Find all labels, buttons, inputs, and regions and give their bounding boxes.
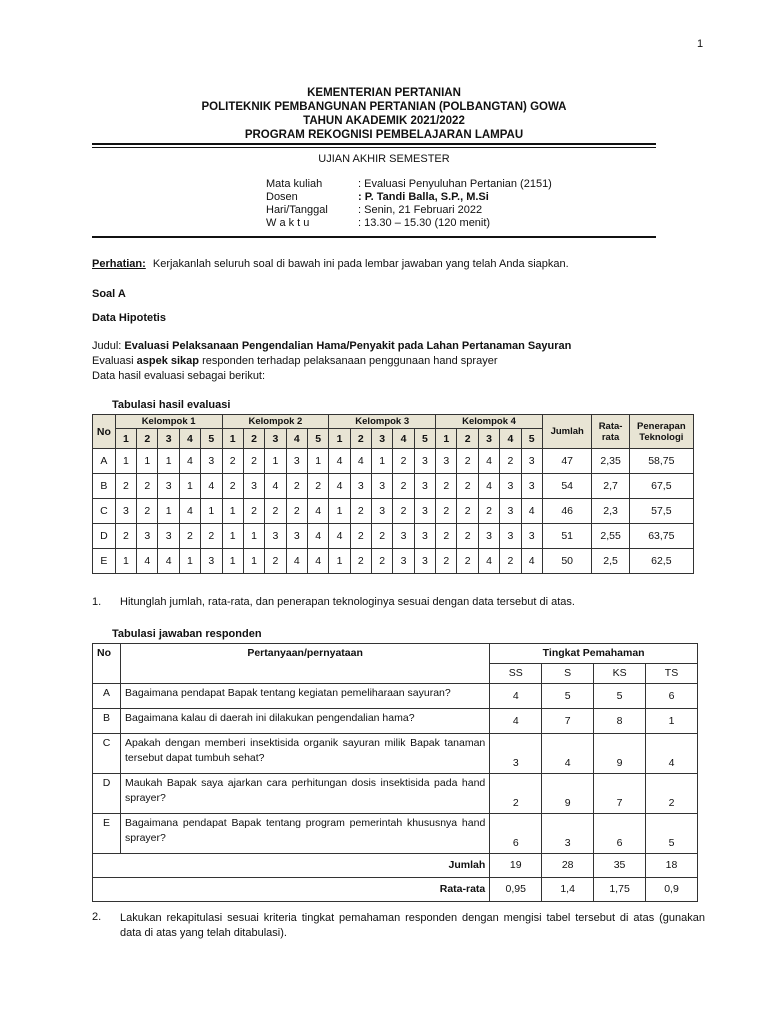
t1-score-cell: 1: [179, 474, 200, 499]
info-value-lecturer: : P. Tandi Balla, S.P., M.Si: [358, 191, 489, 203]
t1-score-cell: 2: [436, 549, 457, 574]
t1-score-cell: 4: [307, 524, 328, 549]
t1-score-cell: 3: [243, 474, 264, 499]
t1-score-cell: 2: [243, 449, 264, 474]
t1-jumlah-cell: 46: [542, 499, 592, 524]
page-number: 1: [697, 38, 704, 50]
institution-header: [0, 86, 768, 142]
t1-score-cell: 2: [436, 524, 457, 549]
t1-score-cell: 4: [350, 449, 371, 474]
t1-penerapan-header: Penerapan Teknologi: [629, 415, 693, 449]
t2-count-cell: 6: [594, 814, 646, 854]
t1-score-cell: 1: [222, 524, 243, 549]
t1-score-cell: 2: [457, 549, 478, 574]
t2-question-header: Pertanyaan/pernyataan: [120, 644, 489, 684]
t1-score-cell: 2: [500, 549, 521, 574]
t1-member-number: 2: [457, 429, 478, 449]
question-1-number: 1.: [92, 596, 102, 608]
t1-member-number: 3: [158, 429, 179, 449]
t1-member-number: 3: [478, 429, 499, 449]
t1-score-cell: 2: [243, 499, 264, 524]
t1-row: [93, 549, 694, 574]
question-2: Lakukan rekapitulasi sesuai kriteria tingkat pemahaman responden dengan mengisi tabel tersebut di atas (gunakan data di atas yang telah ditabulasi).: [120, 912, 705, 939]
data-line: Data hasil evaluasi sebagai berikut:: [92, 370, 266, 382]
t1-member-number: 2: [243, 429, 264, 449]
t1-row: [93, 474, 694, 499]
t1-score-cell: 1: [115, 549, 136, 574]
t2-count-cell: 5: [646, 814, 698, 854]
t1-member-number: 2: [137, 429, 158, 449]
question-2-number: 2.: [92, 911, 102, 923]
t1-score-cell: 2: [350, 549, 371, 574]
table1-caption: Tabulasi hasil evaluasi: [112, 399, 231, 411]
t1-member-number: 1: [329, 429, 350, 449]
t1-score-cell: 2: [307, 474, 328, 499]
t1-score-cell: 1: [222, 499, 243, 524]
info-key-date: Hari/Tanggal: [266, 204, 328, 216]
header-line-3: TAHUN AKADEMIK 2021/2022: [303, 115, 465, 127]
info-value-course: : Evaluasi Penyuluhan Pertanian (2151): [358, 178, 552, 190]
t1-member-number: 5: [307, 429, 328, 449]
t1-score-cell: 3: [414, 524, 435, 549]
t1-score-cell: 2: [286, 474, 307, 499]
t1-score-cell: 3: [265, 524, 286, 549]
t1-score-cell: 1: [372, 449, 393, 474]
t1-score-cell: 2: [436, 499, 457, 524]
t2-count-cell: 5: [594, 684, 646, 709]
t2-no-header: No: [93, 644, 121, 684]
t1-score-cell: 4: [478, 449, 499, 474]
t1-score-cell: 2: [115, 524, 136, 549]
t1-score-cell: 4: [521, 549, 542, 574]
t1-row-label: A: [93, 449, 116, 474]
t2-level-ss: SS: [490, 664, 542, 684]
data-title: Data Hipotetis: [92, 312, 166, 324]
t1-score-cell: 3: [414, 499, 435, 524]
t1-score-cell: 3: [414, 449, 435, 474]
t2-count-cell: 4: [490, 684, 542, 709]
header-line-1: KEMENTERIAN PERTANIAN: [307, 87, 461, 99]
t1-member-number: 3: [265, 429, 286, 449]
t2-question-cell: Bagaimana pendapat Bapak tentang kegiatan pemeliharaan sayuran?: [120, 684, 489, 709]
t1-score-cell: 3: [500, 474, 521, 499]
t1-member-number: 4: [286, 429, 307, 449]
t1-member-number: 4: [179, 429, 200, 449]
t1-score-cell: 4: [201, 474, 222, 499]
t1-member-number: 5: [201, 429, 222, 449]
t1-score-cell: 2: [137, 474, 158, 499]
t2-count-cell: 7: [594, 774, 646, 814]
t2-count-cell: 4: [646, 734, 698, 774]
t2-row-label: D: [93, 774, 121, 814]
t2-count-cell: 4: [490, 709, 542, 734]
t1-score-cell: 4: [158, 549, 179, 574]
t1-rata-cell: 2,5: [592, 549, 629, 574]
t1-score-cell: 3: [521, 449, 542, 474]
t2-level-ts: TS: [646, 664, 698, 684]
t1-score-cell: 4: [478, 474, 499, 499]
t1-row-label: B: [93, 474, 116, 499]
t2-question-cell: Bagaimana pendapat Bapak tentang program pemerintah khususnya hand sprayer?: [120, 814, 489, 854]
t1-group-3: Kelompok 3: [329, 415, 436, 429]
t1-row-label: E: [93, 549, 116, 574]
t2-row: [93, 684, 698, 709]
t1-row: [93, 499, 694, 524]
t1-score-cell: 2: [457, 499, 478, 524]
t1-score-cell: 2: [393, 474, 414, 499]
t1-member-number: 3: [372, 429, 393, 449]
t1-member-number: 5: [521, 429, 542, 449]
t1-rata-header: Rata-rata: [592, 415, 629, 449]
t1-score-cell: 4: [179, 449, 200, 474]
t1-score-cell: 3: [436, 449, 457, 474]
t2-rata-value: 0,95: [490, 878, 542, 902]
t1-score-cell: 3: [393, 524, 414, 549]
t1-score-cell: 3: [158, 474, 179, 499]
info-key-lecturer: Dosen: [266, 191, 298, 203]
t2-count-cell: 8: [594, 709, 646, 734]
t1-score-cell: 3: [286, 449, 307, 474]
t2-question-cell: Bagaimana kalau di daerah ini dilakukan pengendalian hama?: [120, 709, 489, 734]
t2-count-cell: 2: [646, 774, 698, 814]
t1-score-cell: 3: [478, 524, 499, 549]
t1-score-cell: 1: [243, 549, 264, 574]
t1-jumlah-cell: 51: [542, 524, 592, 549]
t2-row-label: B: [93, 709, 121, 734]
t1-rata-cell: 2,7: [592, 474, 629, 499]
t1-row-label: C: [93, 499, 116, 524]
t1-jumlah-cell: 54: [542, 474, 592, 499]
t1-score-cell: 3: [500, 524, 521, 549]
eval-prefix: Evaluasi: [92, 355, 137, 367]
t1-penerapan-cell: 62,5: [629, 549, 693, 574]
header-line-2: POLITEKNIK PEMBANGUNAN PERTANIAN (POLBANGTAN) GOWA: [201, 101, 567, 113]
t1-rata-cell: 2,3: [592, 499, 629, 524]
t1-score-cell: 2: [222, 449, 243, 474]
info-value-time: : 13.30 – 15.30 (120 menit): [358, 217, 491, 229]
t2-count-cell: 3: [490, 734, 542, 774]
t1-penerapan-cell: 63,75: [629, 524, 693, 549]
header-rule-top-thin: [92, 147, 656, 148]
t1-score-cell: 1: [201, 499, 222, 524]
t1-no-header: No: [93, 415, 116, 449]
t2-count-cell: 6: [490, 814, 542, 854]
t1-member-number: 1: [436, 429, 457, 449]
t1-score-cell: 2: [457, 474, 478, 499]
t2-count-cell: 9: [542, 774, 594, 814]
eval-suffix: responden terhadap pelaksanaan penggunaan hand sprayer: [199, 355, 498, 367]
t1-score-cell: 3: [201, 549, 222, 574]
t1-score-cell: 1: [137, 449, 158, 474]
t1-score-cell: 3: [115, 499, 136, 524]
t1-group-1: Kelompok 1: [115, 415, 222, 429]
t1-row: [93, 449, 694, 474]
t2-count-cell: 4: [542, 734, 594, 774]
info-value-date: : Senin, 21 Februari 2022: [358, 204, 483, 216]
t2-level-ks: KS: [594, 664, 646, 684]
t1-score-cell: 4: [179, 499, 200, 524]
t2-jumlah-value: 35: [594, 854, 646, 878]
judul-title: Evaluasi Pelaksanaan Pengendalian Hama/Penyakit pada Lahan Pertanaman Sayuran: [124, 340, 572, 352]
t1-score-cell: 2: [457, 449, 478, 474]
t1-score-cell: 4: [265, 474, 286, 499]
t1-score-cell: 1: [179, 549, 200, 574]
t1-score-cell: 1: [158, 449, 179, 474]
t1-score-cell: 2: [350, 499, 371, 524]
t1-score-cell: 2: [436, 474, 457, 499]
info-rule: [92, 236, 656, 238]
t1-member-number: 5: [414, 429, 435, 449]
t1-score-cell: 4: [329, 449, 350, 474]
notice-label: Perhatian:: [92, 258, 146, 270]
t2-row: [93, 774, 698, 814]
t1-score-cell: 4: [521, 499, 542, 524]
t1-score-cell: 1: [329, 499, 350, 524]
t1-score-cell: 3: [137, 524, 158, 549]
t1-score-cell: 2: [265, 549, 286, 574]
t1-score-cell: 1: [243, 524, 264, 549]
t2-jumlah-value: 19: [490, 854, 542, 878]
t1-score-cell: 2: [372, 549, 393, 574]
t2-count-cell: 2: [490, 774, 542, 814]
t1-score-cell: 2: [478, 499, 499, 524]
t1-score-cell: 3: [372, 474, 393, 499]
t1-score-cell: 4: [329, 474, 350, 499]
t2-rata-value: 1,75: [594, 878, 646, 902]
t1-score-cell: 2: [179, 524, 200, 549]
t2-row-label: E: [93, 814, 121, 854]
t1-penerapan-cell: 57,5: [629, 499, 693, 524]
t1-rata-cell: 2,35: [592, 449, 629, 474]
t2-jumlah-label: Jumlah: [93, 854, 490, 878]
t1-rata-cell: 2,55: [592, 524, 629, 549]
t1-penerapan-cell: 58,75: [629, 449, 693, 474]
t1-score-cell: 2: [393, 449, 414, 474]
t1-score-cell: 1: [265, 449, 286, 474]
eval-bold: aspek sikap: [136, 355, 200, 367]
t1-score-cell: 3: [286, 524, 307, 549]
t2-count-cell: 9: [594, 734, 646, 774]
judul-line: [92, 340, 571, 352]
t1-score-cell: 1: [115, 449, 136, 474]
t1-score-cell: 4: [478, 549, 499, 574]
question-1: Hitunglah jumlah, rata-rata, dan penerapan teknologinya sesuai dengan data tersebut di atas.: [120, 596, 575, 608]
t1-score-cell: 2: [265, 499, 286, 524]
response-table: [92, 643, 698, 902]
t1-score-cell: 2: [372, 524, 393, 549]
t1-score-cell: 3: [201, 449, 222, 474]
t1-row: [93, 524, 694, 549]
table2-caption: Tabulasi jawaban responden: [112, 628, 262, 640]
t2-rata-value: 0,9: [646, 878, 698, 902]
t1-score-cell: 3: [414, 549, 435, 574]
t1-score-cell: 2: [201, 524, 222, 549]
t1-penerapan-cell: 67,5: [629, 474, 693, 499]
judul-prefix: Judul:: [92, 340, 125, 352]
t1-score-cell: 4: [286, 549, 307, 574]
t1-score-cell: 1: [307, 449, 328, 474]
t2-row: [93, 814, 698, 854]
t2-rata-value: 1,4: [542, 878, 594, 902]
section-title: Soal A: [92, 288, 126, 300]
t2-rata-label: Rata-rata: [93, 878, 490, 902]
t1-score-cell: 2: [137, 499, 158, 524]
t1-jumlah-header: Jumlah: [542, 415, 592, 449]
t1-score-cell: 1: [329, 549, 350, 574]
t1-group-4: Kelompok 4: [436, 415, 543, 429]
header-line-4: PROGRAM REKOGNISI PEMBELAJARAN LAMPAU: [244, 129, 524, 141]
t2-count-cell: 1: [646, 709, 698, 734]
header-rule-top: [92, 143, 656, 145]
notice: [92, 258, 569, 270]
t1-score-cell: 3: [350, 474, 371, 499]
t2-count-cell: 6: [646, 684, 698, 709]
t1-score-cell: 4: [329, 524, 350, 549]
info-key-course: Mata kuliah: [266, 178, 323, 190]
info-key-time: W a k t u: [266, 217, 310, 229]
t1-jumlah-cell: 47: [542, 449, 592, 474]
t1-score-cell: 2: [115, 474, 136, 499]
t1-score-cell: 1: [222, 549, 243, 574]
t1-member-number: 4: [393, 429, 414, 449]
exam-title: UJIAN AKHIR SEMESTER: [318, 153, 450, 165]
t2-row-label: C: [93, 734, 121, 774]
t1-score-cell: 4: [307, 499, 328, 524]
notice-text: Kerjakanlah seluruh soal di bawah ini pada lembar jawaban yang telah Anda siapkan.: [152, 258, 569, 270]
t2-question-cell: Maukah Bapak saya ajarkan cara perhitungan dosis insektisida pada hand sprayer?: [120, 774, 489, 814]
t1-score-cell: 3: [521, 474, 542, 499]
evaluation-line: [92, 355, 497, 367]
t1-score-cell: 2: [457, 524, 478, 549]
t2-count-cell: 3: [542, 814, 594, 854]
t1-score-cell: 3: [521, 524, 542, 549]
t1-score-cell: 2: [286, 499, 307, 524]
t1-score-cell: 2: [350, 524, 371, 549]
t2-jumlah-value: 18: [646, 854, 698, 878]
t1-group-2: Kelompok 2: [222, 415, 329, 429]
t2-row-label: A: [93, 684, 121, 709]
t1-score-cell: 2: [500, 449, 521, 474]
t2-row: [93, 709, 698, 734]
t1-member-number: 2: [350, 429, 371, 449]
t2-jumlah-value: 28: [542, 854, 594, 878]
t1-jumlah-cell: 50: [542, 549, 592, 574]
t2-row: [93, 734, 698, 774]
t1-score-cell: 2: [393, 499, 414, 524]
t2-level-header: Tingkat Pemahaman: [490, 644, 698, 664]
evaluation-table: [92, 414, 694, 574]
t1-score-cell: 3: [414, 474, 435, 499]
t1-member-number: 1: [115, 429, 136, 449]
t1-score-cell: 4: [137, 549, 158, 574]
t1-score-cell: 3: [500, 499, 521, 524]
t1-score-cell: 3: [372, 499, 393, 524]
t2-count-cell: 7: [542, 709, 594, 734]
t1-score-cell: 1: [158, 499, 179, 524]
t1-member-number: 4: [500, 429, 521, 449]
t2-count-cell: 5: [542, 684, 594, 709]
t1-member-number: 1: [222, 429, 243, 449]
t1-score-cell: 2: [222, 474, 243, 499]
t2-level-s: S: [542, 664, 594, 684]
t1-row-label: D: [93, 524, 116, 549]
t2-question-cell: Apakah dengan memberi insektisida organik sayuran milik Bapak tanaman tersebut dapat tumbuh sehat?: [120, 734, 489, 774]
t1-score-cell: 3: [393, 549, 414, 574]
t1-score-cell: 4: [307, 549, 328, 574]
t1-score-cell: 3: [158, 524, 179, 549]
